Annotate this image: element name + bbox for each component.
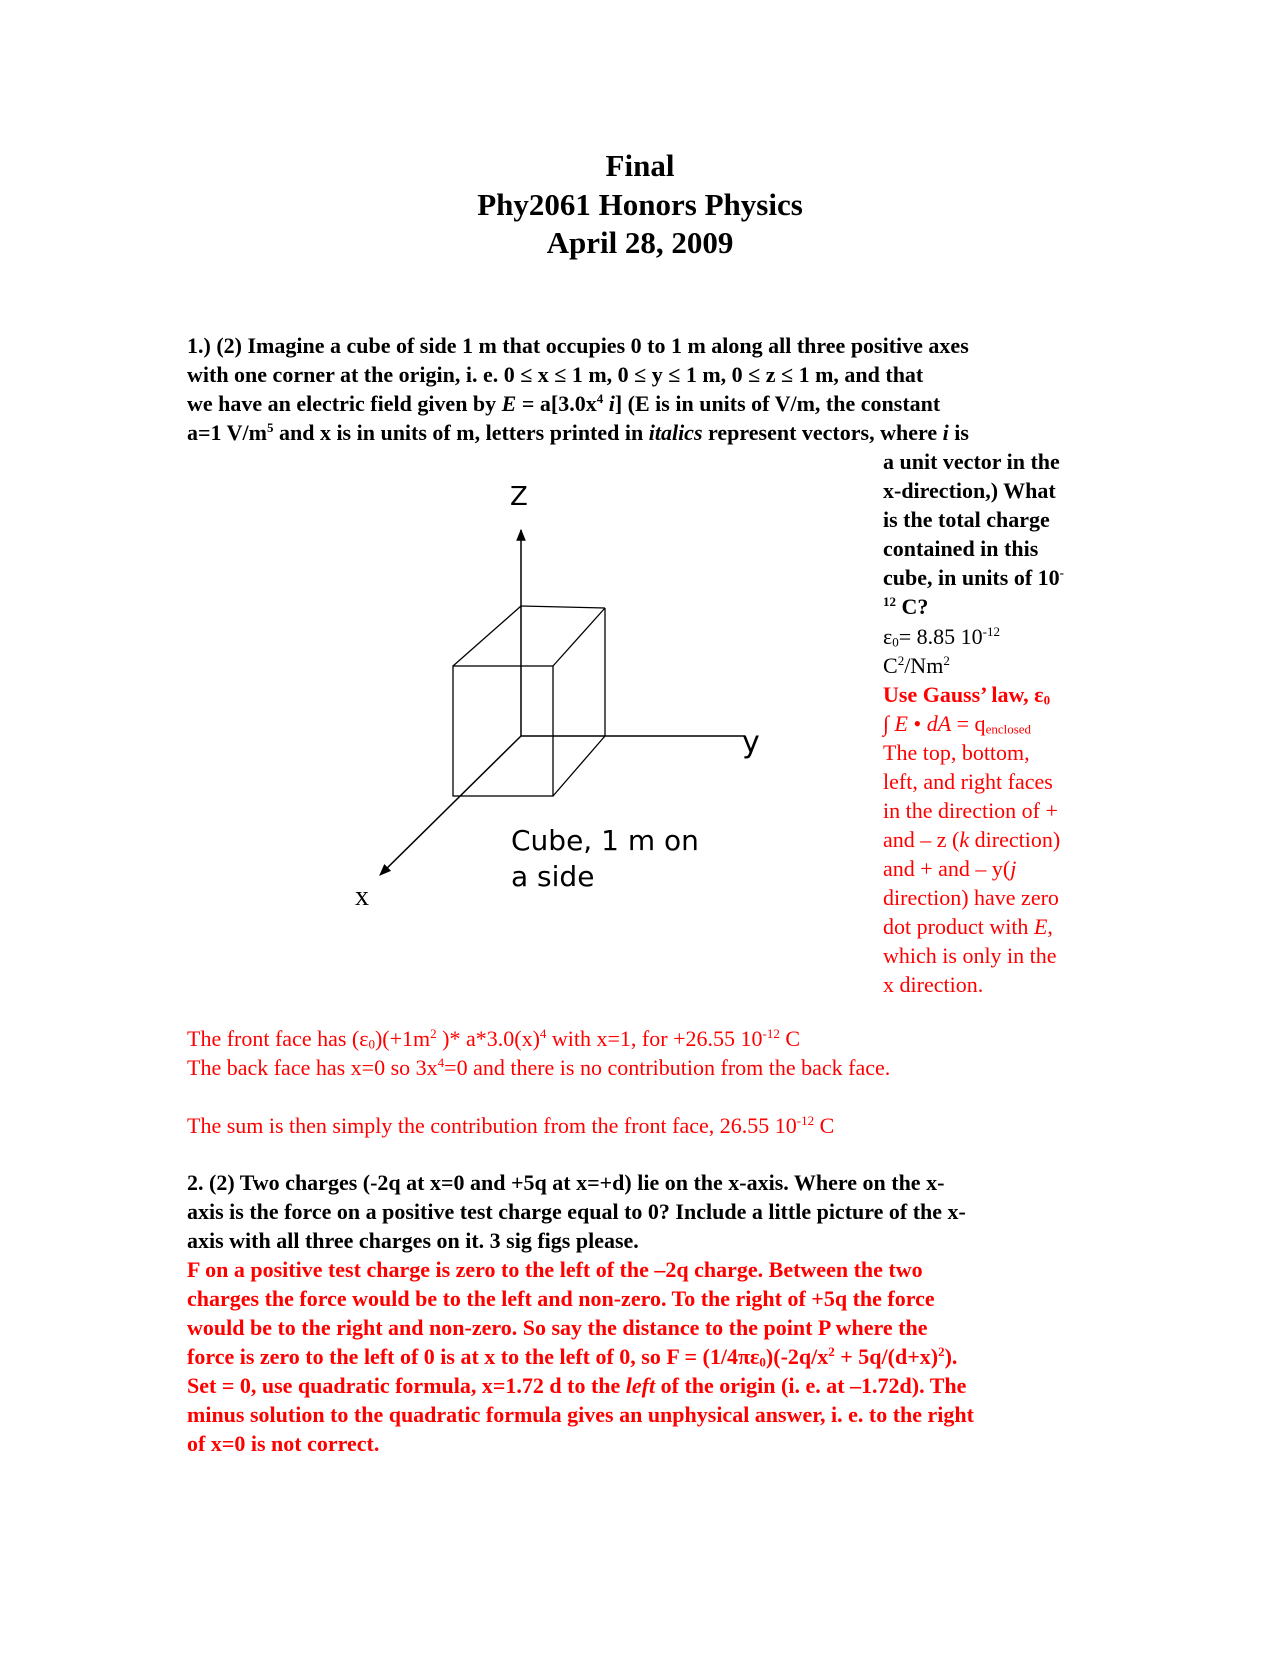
q2-line-2: axis is the force on a positive test charge equal to 0? Include a little picture of the x- — [187, 1199, 966, 1224]
a2-line-1: F on a positive test charge is zero to the left of the –2q charge. Between the two — [187, 1257, 923, 1282]
a1-explain-7: dot product with E, — [883, 914, 1053, 939]
q1-line-2: with one corner at the origin, i. e. 0 ≤ x ≤ 1 m, 0 ≤ y ≤ 1 m, 0 ≤ z ≤ 1 m, and that — [187, 362, 924, 387]
gauss-law-line: Use Gauss’ law, $\varepsilon_0$ — [883, 682, 1051, 708]
a1-explain-8: which is only in the — [883, 943, 1057, 968]
a2-line-6: minus solution to the quadratic formula gives an unphysical answer, i. e. to the right — [187, 1402, 974, 1427]
a1-explain-1: The top, bottom, — [883, 740, 1030, 765]
epsilon-units: $C^2/Nm^2$ — [883, 653, 950, 678]
gauss-law-equation: ∫ E • dA = $q_{enclosed}$ — [883, 711, 1032, 737]
cube — [453, 606, 605, 796]
doc-title: Final — [605, 148, 675, 183]
x-axis — [380, 736, 521, 875]
q1-right-4: contained in this — [883, 536, 1039, 561]
a1-explain-6: direction) have zero — [883, 885, 1059, 910]
q1-right-5: cube, in units of 10- — [883, 565, 1064, 590]
q1-line-4: a=1 $V/m^5$ and x is in units of m, letters printed in italics represent vectors, where i is — [187, 420, 969, 445]
z-axis-label: Z — [510, 482, 528, 512]
a1-explain-5: and + and – y(j — [883, 856, 1017, 881]
a2-line-4: force is zero to the left of 0 is at x to the left of 0, so $F = (1/4\pi\varepsilon_0)(-2q/x^2 + 5q/(d+x)^2)$. — [187, 1344, 958, 1370]
q1-right-6: $^{12}$ C? — [883, 594, 929, 619]
front-face-line: The front face has $(\varepsilon_0)(+1m^2$ )* $a*3.0(x)^4$ with x=1, for +26.55 $10^{-12}$ C — [187, 1026, 801, 1052]
figure-caption-2: a side — [511, 860, 595, 893]
a2-line-7: of x=0 is not correct. — [187, 1431, 380, 1456]
a1-explain-2: left, and right faces — [883, 769, 1053, 794]
q1-right-1: a unit vector in the — [883, 449, 1060, 474]
q1-line-1: 1.) (2) Imagine a cube of side 1 m that occupies 0 to 1 m along all three positive axes — [187, 333, 969, 358]
back-face-line: The back face has x=0 so $3x^4=0$ and there is no contribution from the back face. — [187, 1055, 891, 1080]
cube-figure — [340, 470, 760, 920]
x-axis-label: x — [355, 881, 369, 912]
sum-line: The sum is then simply the contribution from the front face, 26.55 $10^{-12}$ C — [187, 1113, 835, 1138]
epsilon-zero-value: $\varepsilon_0= 8.85$ $10^{-12}$ — [883, 624, 1001, 650]
a1-explain-9: x direction. — [883, 972, 984, 997]
q2-line-3: axis with all three charges on it. 3 sig figs please. — [187, 1228, 639, 1253]
a2-line-2: charges the force would be to the left and non-zero. To the right of +5q the force — [187, 1286, 935, 1311]
course-name: Phy2061 Honors Physics — [477, 187, 803, 222]
y-axis-label: y — [742, 725, 760, 760]
a2-line-3: would be to the right and non-zero. So say the distance to the point P where the — [187, 1315, 928, 1340]
q1-right-3: is the total charge — [883, 507, 1050, 532]
q1-line-3: we have an electric field given by $E = a[3.0x^4$ i] (E is in units of V/m, the constant — [187, 391, 941, 416]
q1-right-2: x-direction,) What — [883, 478, 1056, 503]
a1-explain-3: in the direction of + — [883, 798, 1058, 823]
exam-date: April 28, 2009 — [546, 225, 734, 260]
a2-line-5: Set = 0, use quadratic formula, x=1.72 d to the left of the origin (i. e. at –1.72d). The — [187, 1373, 967, 1398]
a1-explain-4: and – z (k direction) — [883, 827, 1061, 852]
q2-line-1: 2. (2) Two charges (-2q at x=0 and +5q at x=+d) lie on the x-axis. Where on the x- — [187, 1170, 945, 1195]
figure-caption-1: Cube, 1 m on — [511, 824, 699, 857]
